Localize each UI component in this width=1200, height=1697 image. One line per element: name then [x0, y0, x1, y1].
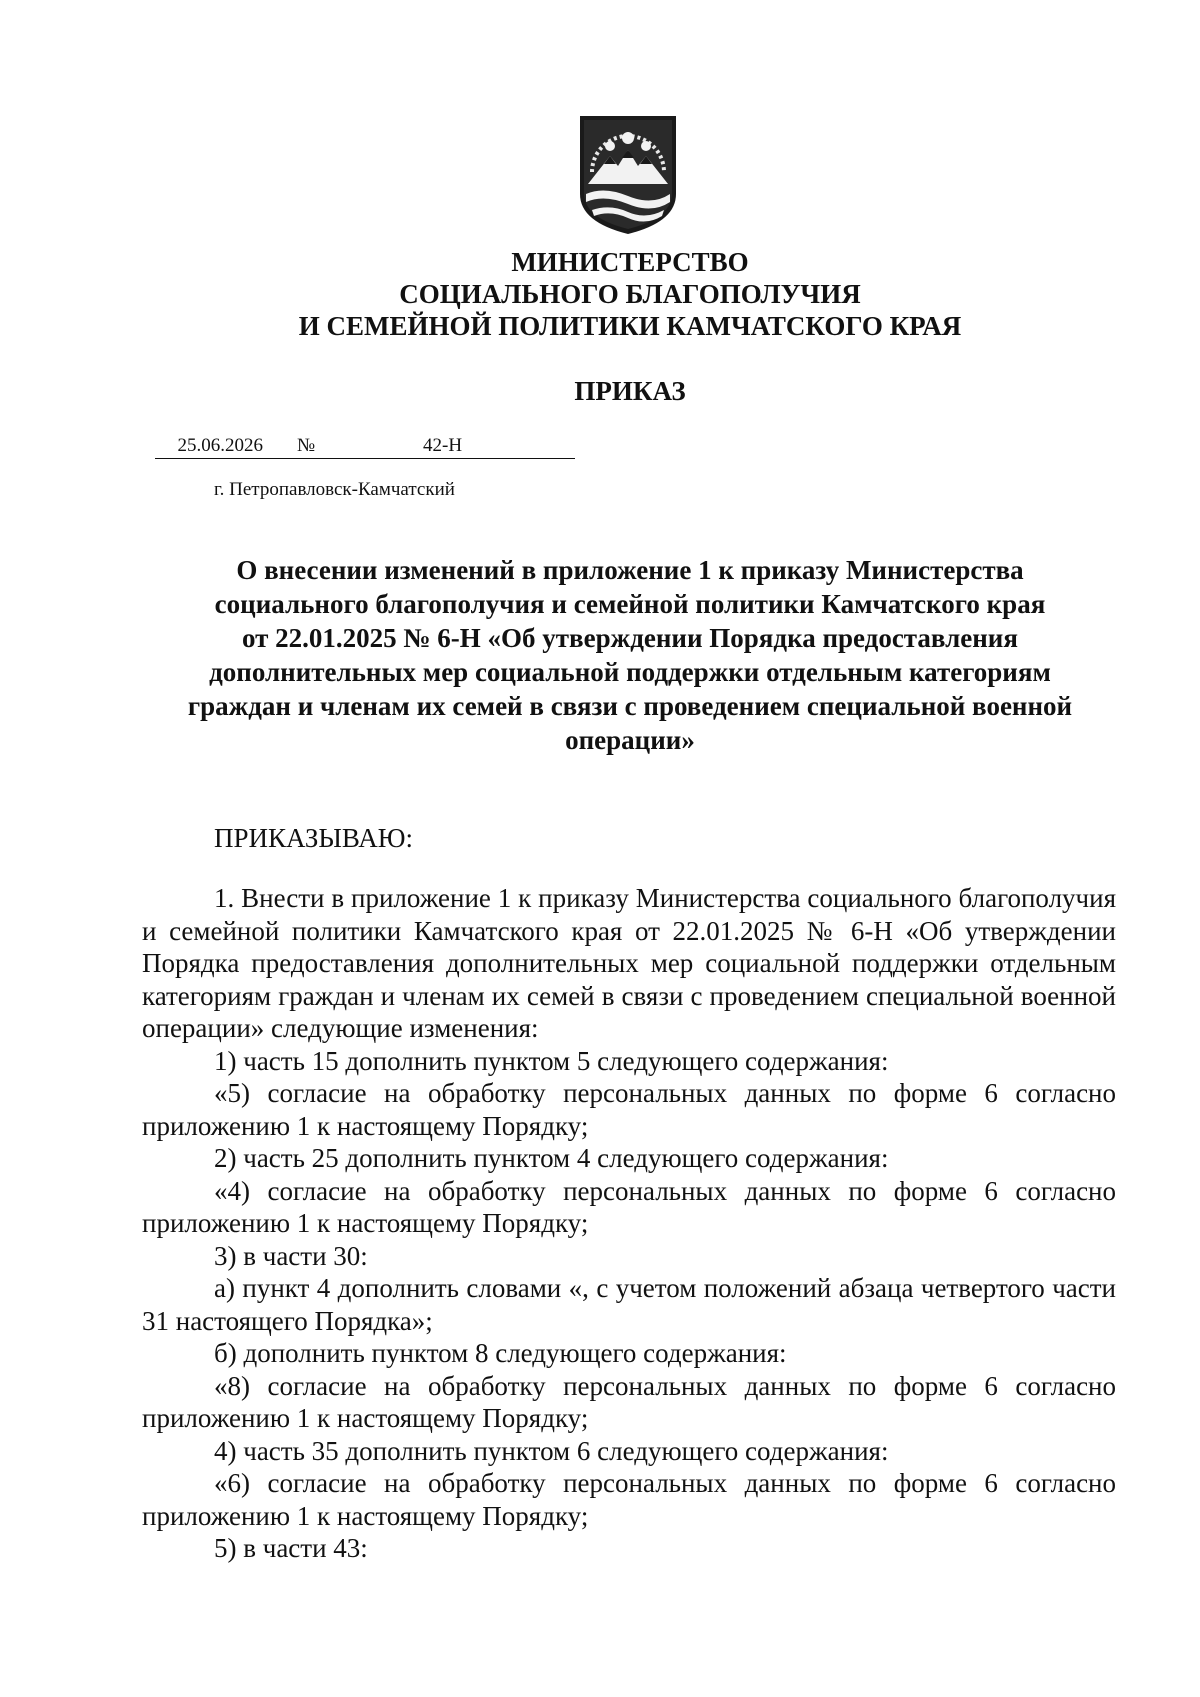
subject-line-2: социального благополучия и семейной политики Камчатского края	[214, 589, 1046, 619]
subject-line-3: от 22.01.2025 № 6-Н «Об утверждении Порядка предоставления	[242, 623, 1018, 653]
paragraph: 1) часть 15 дополнить пунктом 5 следующего содержания:	[214, 1045, 889, 1076]
paragraph: «8) согласие на обработку персональных данных по форме 6 согласно приложению 1 к настоящему Порядку;	[142, 1370, 1116, 1433]
paragraph: «6) согласие на обработку персональных данных по форме 6 согласно приложению 1 к настоящему Порядку;	[142, 1468, 1116, 1531]
paragraph: «4) согласие на обработку персональных данных по форме 6 согласно приложению 1 к настоящему Порядку;	[142, 1175, 1116, 1238]
subject-line-4: дополнительных мер социальной поддержки отдельным категориям	[209, 657, 1051, 687]
order-number: 42-Н	[337, 434, 575, 459]
order-date: 25.06.2026	[155, 434, 297, 459]
paragraph: 2) часть 25 дополнить пунктом 4 следующего содержания:	[214, 1143, 889, 1173]
ministry-name	[150, 246, 1110, 342]
city-name: г. Петропавловск-Камчатский	[214, 479, 455, 500]
paragraph: б) дополнить пунктом 8 следующего содержания:	[214, 1338, 787, 1368]
document-type: ПРИКАЗ	[574, 376, 686, 406]
kamchatka-coat-of-arms-icon	[574, 110, 682, 238]
paragraph: 5) в части 43:	[214, 1533, 368, 1563]
paragraph: а) пункт 4 дополнить словами «, с учетом положений абзаца четвертого части 31 настоящего Порядка»;	[142, 1273, 1116, 1336]
order-verb: ПРИКАЗЫВАЮ:	[214, 823, 413, 853]
ministry-line-3: И СЕМЕЙНОЙ ПОЛИТИКИ КАМЧАТСКОГО КРАЯ	[298, 311, 962, 341]
subject-line-5: граждан и членам их семей в связи с проведением специальной военной	[187, 691, 1073, 721]
subject-line-6: операции»	[565, 725, 695, 755]
order-body	[142, 882, 1116, 1565]
order-subject	[150, 553, 1110, 757]
paragraph: «5) согласие на обработку персональных данных по форме 6 согласно приложению 1 к настоящему Порядку;	[142, 1078, 1116, 1141]
subject-line-1: О внесении изменений в приложение 1 к приказу Министерства	[236, 555, 1024, 585]
number-sign: №	[297, 434, 337, 459]
paragraph: 3) в части 30:	[214, 1240, 368, 1271]
ministry-line-1: МИНИСТЕРСТВО	[511, 247, 749, 277]
paragraph: 4) часть 35 дополнить пунктом 6 следующего содержания:	[214, 1435, 889, 1466]
ministry-line-2: СОЦИАЛЬНОГО БЛАГОПОЛУЧИЯ	[399, 279, 861, 309]
paragraph: 1. Внести в приложение 1 к приказу Министерства социального благополучия и семейной политики Камчатского края от 22.01.2025 № 6-Н «Об утверждении Порядка предоставления дополнительных мер социальной поддержки отдельным категориям граждан и членам их семей в связи с проведением специальной военной операции» следующие изменения:	[142, 883, 1116, 1043]
